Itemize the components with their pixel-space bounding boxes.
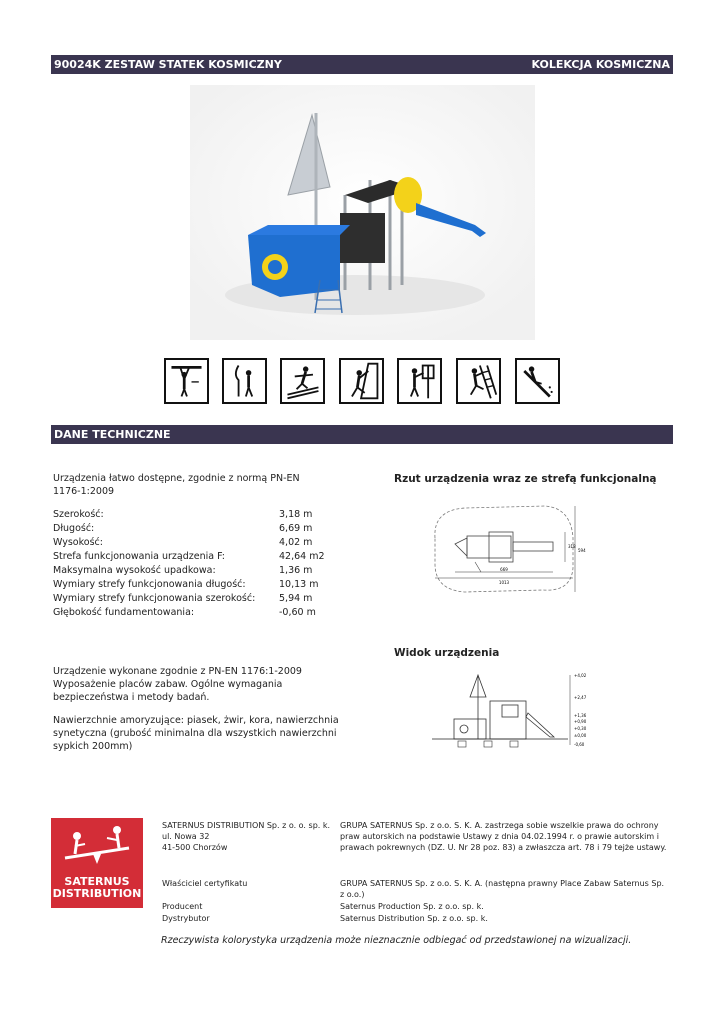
owner-value: GRUPA SATERNUS Sp. z o.o. S. K. A. (następna prawny Place Zabaw Saternus Sp. z o.o.) [340,879,665,899]
logo-line-2: DISTRIBUTION [52,887,142,900]
company-address [162,820,340,853]
company-street: ul. Nowa 32 [162,832,210,841]
spec-label: Wysokość: [53,537,103,548]
balance-beam-icon [280,358,325,404]
elevation-label: ±0,00 [574,733,587,738]
slide-icon [515,358,560,404]
product-header-bar [51,55,673,74]
elevation-label: +2,47 [574,695,587,700]
elevation-label: -0,60 [574,742,585,747]
activity-pictograms [164,358,564,406]
elevation-label: +0,30 [574,726,587,731]
norm-compliance-text: Urządzenie wykonane zgodnie z PN-EN 1176:1-2009 Wyposażenie placów zabaw. Ogólne wymagania bezpieczeństwa i metody badań. [53,666,302,703]
color-disclaimer: Rzeczywista kolorystyka urządzenia może nieznacznie odbiegać od przedstawionej na wizualizacji. [161,935,632,946]
collection-name: KOLEKCJA KOSMICZNA [531,58,670,71]
spec-label: Wymiary strefy funkcjonowania szerokość: [53,593,256,604]
elevation-label: +1,36 [574,713,587,718]
product-title: 90024K ZESTAW STATEK KOSMICZNY [54,58,282,71]
product-render-image [190,85,535,340]
distributor-value: Saternus Distribution Sp. z o.o. sp. k. [340,914,488,923]
distributor-label: Dystrybutor [162,914,210,923]
plan-width-label: 318 [568,544,576,549]
hanging-monkey-bars-icon [164,358,209,404]
surface-requirements-text: Nawierzchnie amoryzujące: piasek, żwir, kora, nawierzchnia synetyczna (grubość minimalna dla wszystkich nawierzchni sypkich 200mm) [53,715,339,752]
logo-line-1: SATERNUS [64,875,130,888]
producer-label: Producent [162,902,203,911]
plan-length-label: 669 [500,567,508,572]
spec-value: 3,18 m [279,509,313,520]
play-panel-icon [397,358,442,404]
copyright-notice: GRUPA SATERNUS Sp. z o.o. S. K. A. zastrzega sobie wszelkie prawa do ochrony praw autorskich na podstawie Ustawy z dnia 04.02.1994 r. o prawie autorskim i prawach pokrewnych (DZ. U. Nr 28 poz. 83) a zwłaszcza art. 78 i 79 tejże ustawy. [340,821,667,852]
accessibility-note: Urządzenia łatwo dostępne, zgodnie z normą PN-EN 1176-1:2009 [53,473,300,497]
climbing-ladder-icon [456,358,501,404]
spec-label: Strefa funkcjonowania urządzenia F: [53,551,225,562]
spec-value: 6,69 m [279,523,313,534]
climbing-hook-icon [222,358,267,404]
elevation-view-title: Widok urządzenia [394,647,500,659]
spec-label: Głębokość fundamentowania: [53,607,195,618]
elevation-view-drawing [428,667,600,752]
spec-label: Wymiary strefy funkcjonowania długość: [53,579,246,590]
company-name: SATERNUS DISTRIBUTION Sp. z o. o. sp. k. [162,821,331,830]
spec-value: 4,02 m [279,537,313,548]
plan-view-drawing [425,498,590,600]
spec-label: Długość: [53,523,95,534]
plan-zone-length-label: 1013 [498,580,510,585]
spec-value: 1,36 m [279,565,313,576]
technical-data-bar [51,425,673,444]
producer-value: Saternus Production Sp. z o.o. sp. k. [340,902,484,911]
plan-view-title: Rzut urządzenia wraz ze strefą funkcjonalną [394,473,657,485]
spec-label: Maksymalna wysokość upadkowa: [53,565,216,576]
spec-value: 42,64 m2 [279,551,325,562]
plan-zone-width-label: 594 [578,548,586,553]
seesaw-logo-icon [51,818,143,874]
owner-label: Właściciel certyfikatu [162,879,248,888]
spec-label: Szerokość: [53,509,104,520]
logo-wordmark [51,876,143,900]
climbing-wall-icon [339,358,384,404]
spec-value: 10,13 m [279,579,319,590]
company-city: 41-500 Chorzów [162,843,228,852]
technical-section-title: DANE TECHNICZNE [54,428,171,441]
elevation-label: +4,02 [574,673,587,678]
elevation-label: +0,90 [574,719,587,724]
spec-value: -0,60 m [279,607,316,618]
spec-value: 5,94 m [279,593,313,604]
